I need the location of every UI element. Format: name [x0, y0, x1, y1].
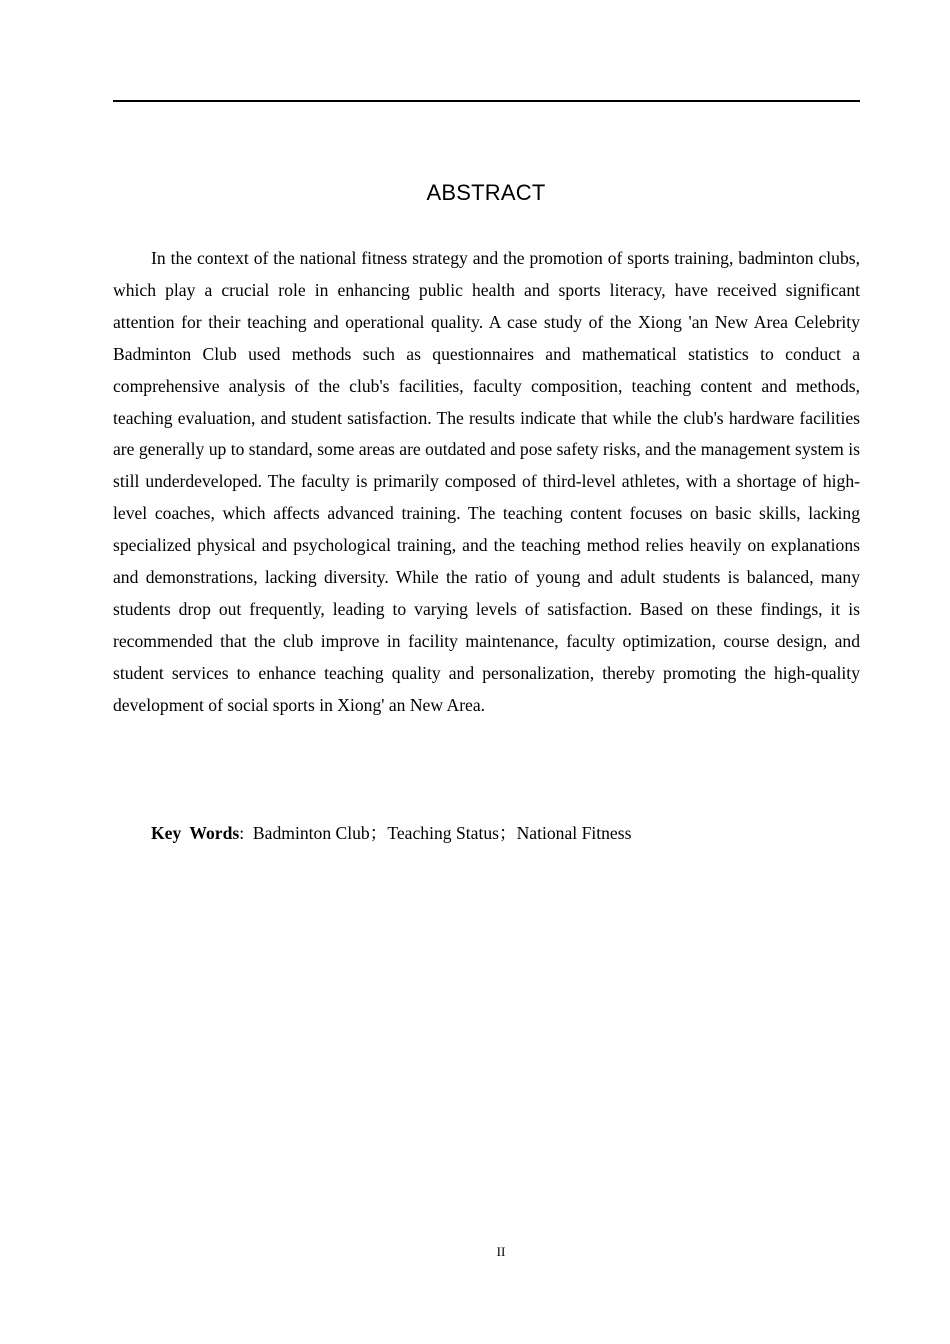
abstract-body: In the context of the national fitness strategy and the promotion of sports training, badminton clubs, which play a crucial role in enhancing public health and sports literacy, have received significant attention for their teaching and operational quality. A case study of the Xiong 'an New Area Celebrity Badminton Club used methods such as questionnaires and mathematical statistics to conduct a comprehensive analysis of the club's facilities, faculty composition, teaching content and methods, teaching evaluation, and student satisfaction. The results indicate that while the club's hardware facilities are generally up to standard, some areas are outdated and pose safety risks, and the management system is still underdeveloped. The faculty is primarily composed of third-level athletes, with a shortage of high-level coaches, which affects advanced training. The teaching content focuses on basic skills, lacking specialized physical and psychological training, and the teaching method relies heavily on explanations and demonstrations, lacking diversity. While the ratio of young and adult students is balanced, many students drop out frequently, leading to varying levels of satisfaction. Based on these findings, it is recommended that the club improve in facility maintenance, faculty optimization, course design, and student services to enhance teaching quality and personalization, thereby promoting the high-quality development of social sports in Xiong' an New Area. [113, 248, 860, 715]
header-rule [113, 100, 860, 102]
keywords-line [151, 818, 860, 848]
keyword-delimiter: ； [369, 823, 388, 843]
keywords-label: Key Words [151, 823, 240, 843]
keyword-item: Badminton Club [252, 823, 370, 843]
page-title: ABSTRACT [426, 180, 546, 205]
keyword-item: National Fitness [516, 823, 632, 843]
keyword-item: Teaching Status [387, 823, 499, 843]
page-number: II [496, 1244, 506, 1259]
keyword-delimiter: ； [498, 823, 517, 843]
keywords-separator: : [239, 823, 245, 843]
